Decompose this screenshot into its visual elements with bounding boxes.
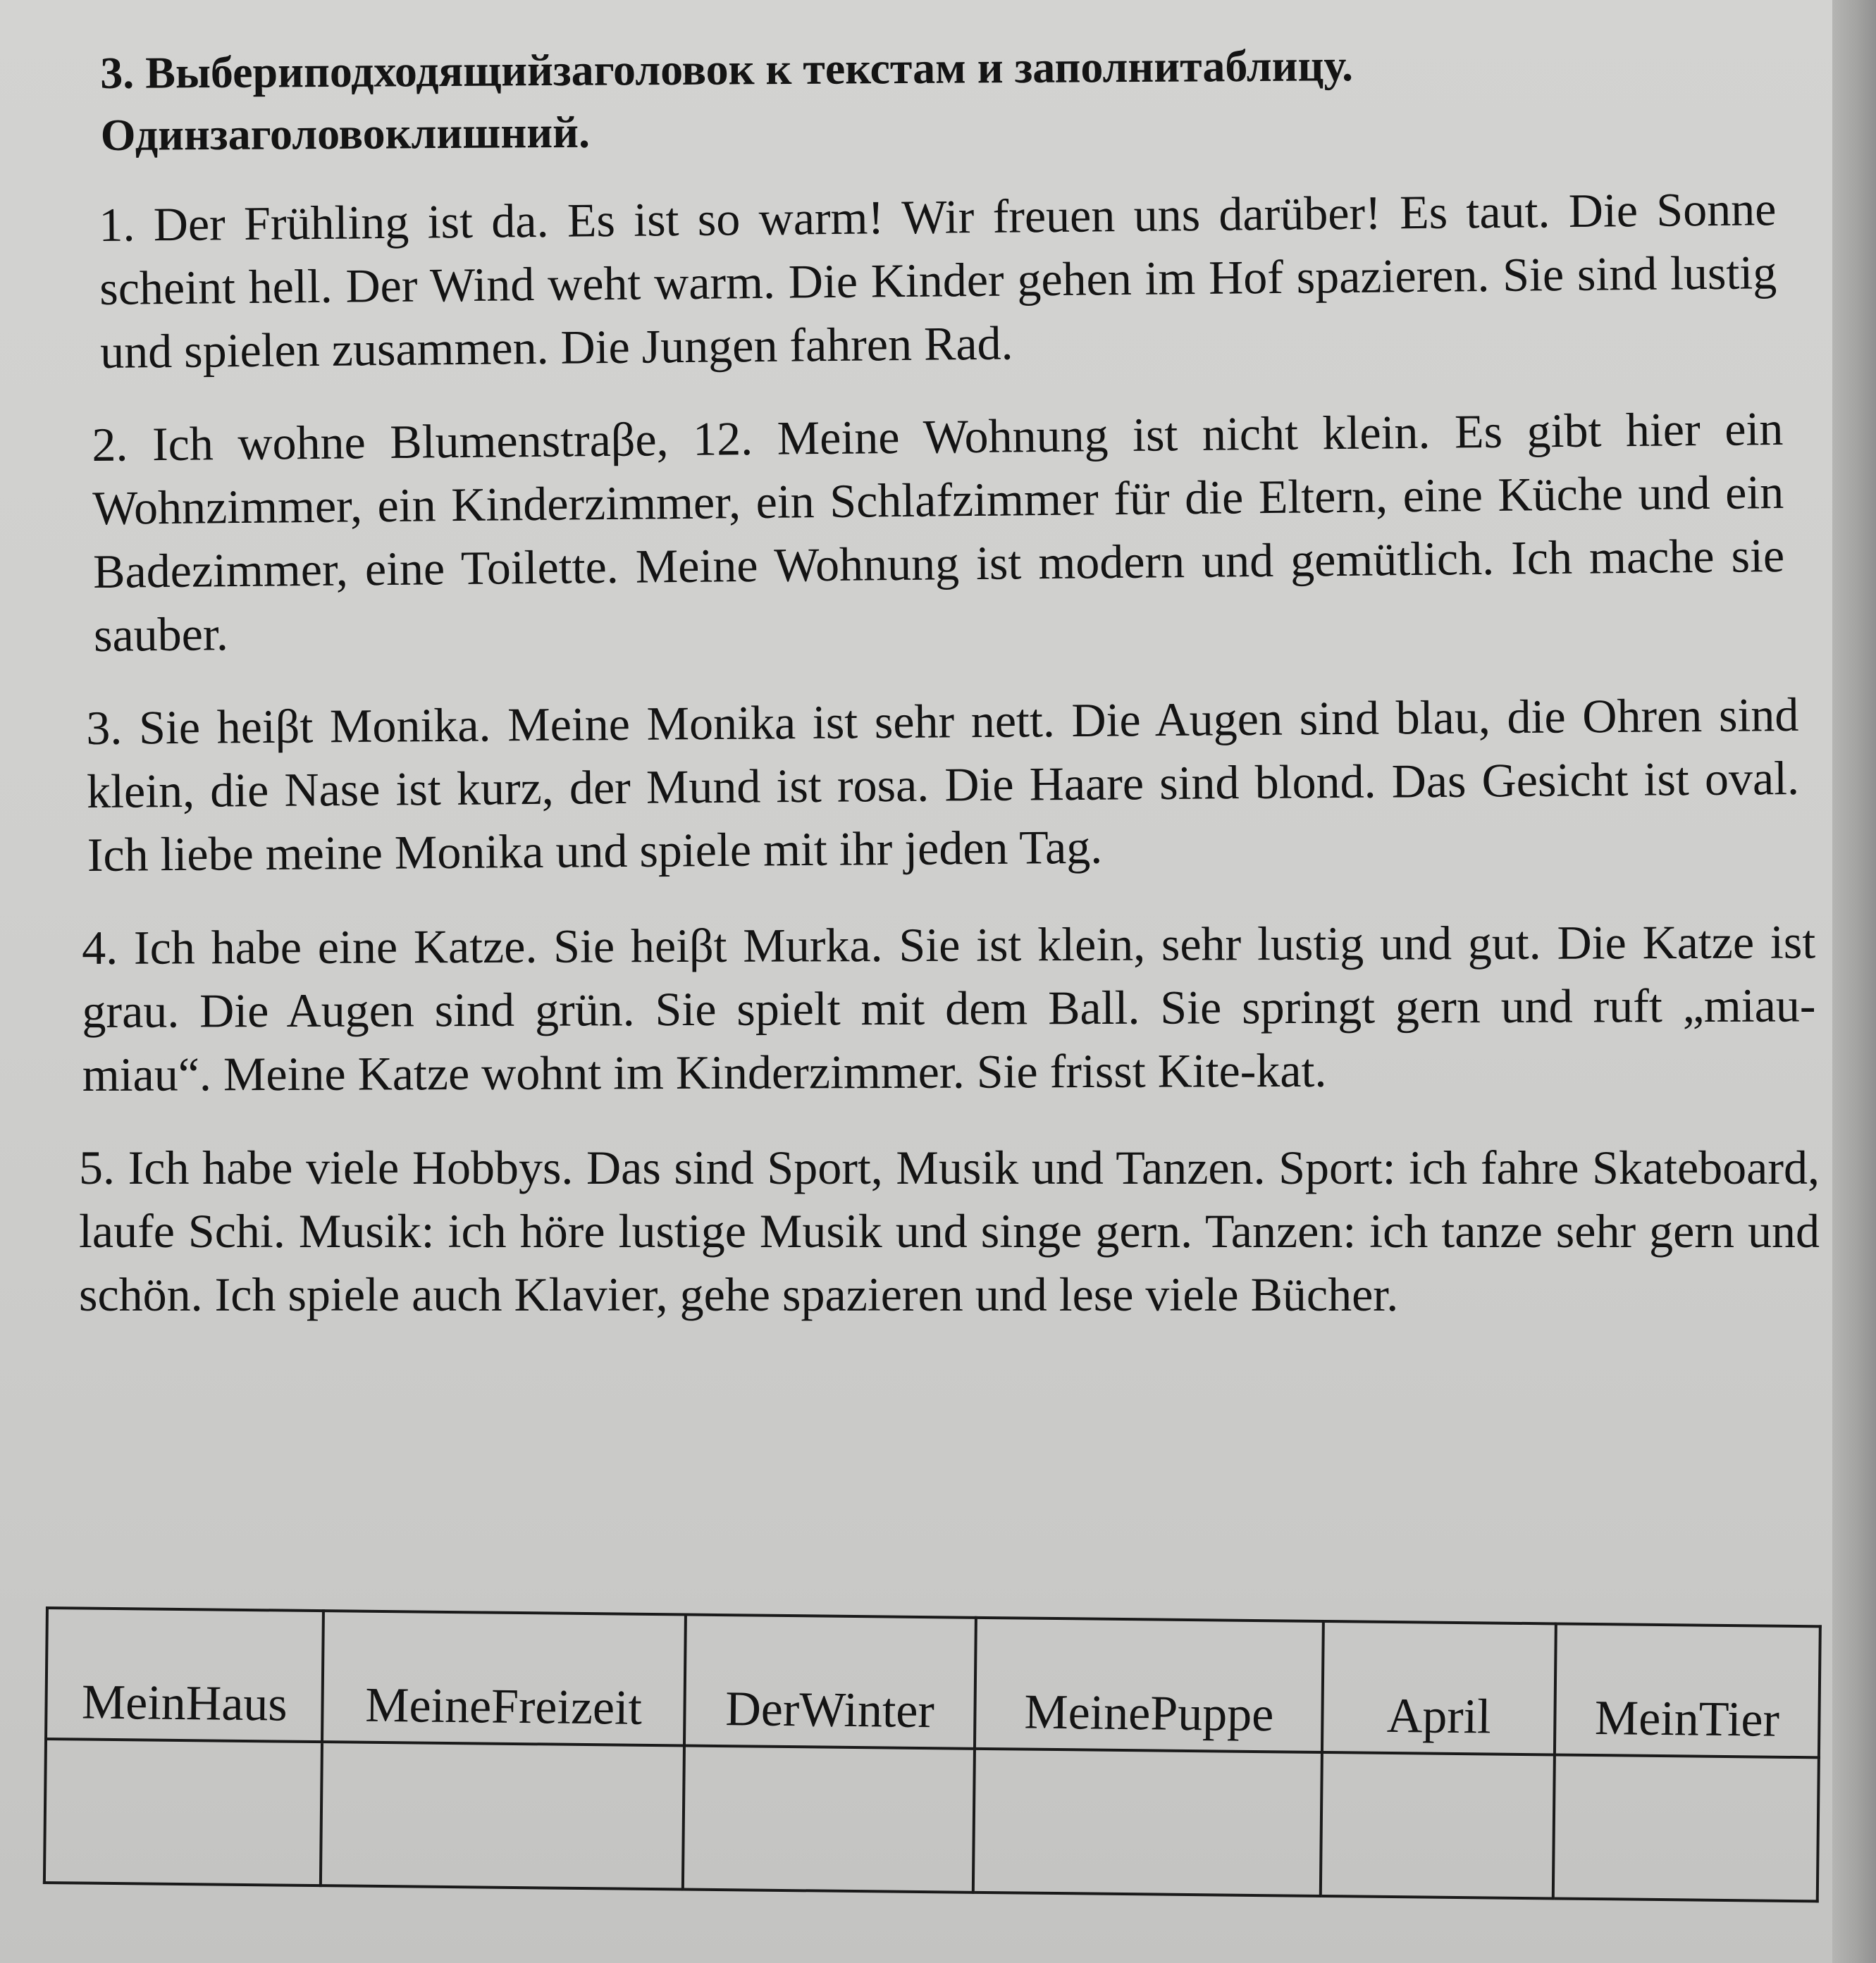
text-paragraph-1: 1. Der Frühling ist da. Es ist so warm! Wir freuen uns darüber! Es taut. Die Sonne scheint hell. Der Wind weht warm. Die Kinder gehen im Hof spazieren. Sie sind lustig und spielen zusammen. Die Jungen fahren Rad. (99, 182, 1777, 378)
task-heading-line-2: Одинзаголовоклишний. (100, 106, 591, 160)
header-cell-mein-haus: MeinHaus (46, 1608, 323, 1742)
text-paragraph-5: 5. Ich habe viele Hobbys. Das sind Sport, Musik und Tanzen. Sport: ich fahre Skateboard, laufe Schi. Musik: ich höre lustige Musik und singe gern. Tanzen: ich tanze sehr gern und schön. Ich spiele auch Klavier, gehe spazieren und lese viele Bücher. (79, 1141, 1820, 1321)
header-cell-april: April (1322, 1621, 1556, 1754)
table-answer-row (44, 1739, 1819, 1901)
header-cell-meine-puppe: MeinePuppe (975, 1618, 1323, 1752)
answer-cell-3[interactable] (683, 1745, 975, 1892)
answer-cell-4[interactable] (973, 1749, 1322, 1896)
header-cell-mein-tier: MeinTier (1555, 1623, 1820, 1757)
table-header-row (46, 1608, 1820, 1757)
answer-table-container (43, 1606, 1822, 1902)
text-paragraph-3: 3. Sie heiβt Monika. Meine Monika ist sehr nett. Die Augen sind blau, die Ohren sind klein, die Nase ist kurz, der Mund ist rosa. Die Haare sind blond. Das Gesicht ist oval. Ich liebe meine Monika und spiele mit ihr jeden Tag. (86, 687, 1800, 881)
task-heading (100, 32, 1812, 166)
answer-cell-2[interactable] (321, 1742, 684, 1889)
answer-cell-6[interactable] (1553, 1754, 1819, 1901)
answer-table (43, 1606, 1822, 1902)
desk-background (1827, 0, 1876, 1963)
task-heading-line-1: 3. Выбериподходящийзаголовок к текстам и заполнитаблицу. (100, 40, 1354, 98)
answer-cell-1[interactable] (44, 1739, 323, 1885)
text-paragraph-4: 4. Ich habe eine Katze. Sie heiβt Murka. Sie ist klein, sehr lustig und gut. Die Katze ist grau. Die Augen sind grün. Sie spielt mit dem Ball. Sie springt gern und ruft „miau-miau“. Meine Katze wohnt im Kinderzimmer. Sie frisst Kite-kat. (82, 915, 1816, 1101)
text-paragraph-2: 2. Ich wohne Blumenstraβe, 12. Meine Wohnung ist nicht klein. Es gibt hier ein Wohnzimmer, ein Kinderzimmer, ein Schlafzimmer für die Eltern, eine Küche und ein Badezimmer, eine Toilette. Meine Wohnung ist modern und gemütlich. Ich mache sie sauber. (92, 401, 1785, 662)
header-cell-meine-freizeit: MeineFreizeit (322, 1611, 685, 1745)
worksheet-content (79, 40, 1820, 1356)
answer-cell-5[interactable] (1321, 1752, 1555, 1898)
header-cell-der-winter: DerWinter (684, 1615, 977, 1749)
